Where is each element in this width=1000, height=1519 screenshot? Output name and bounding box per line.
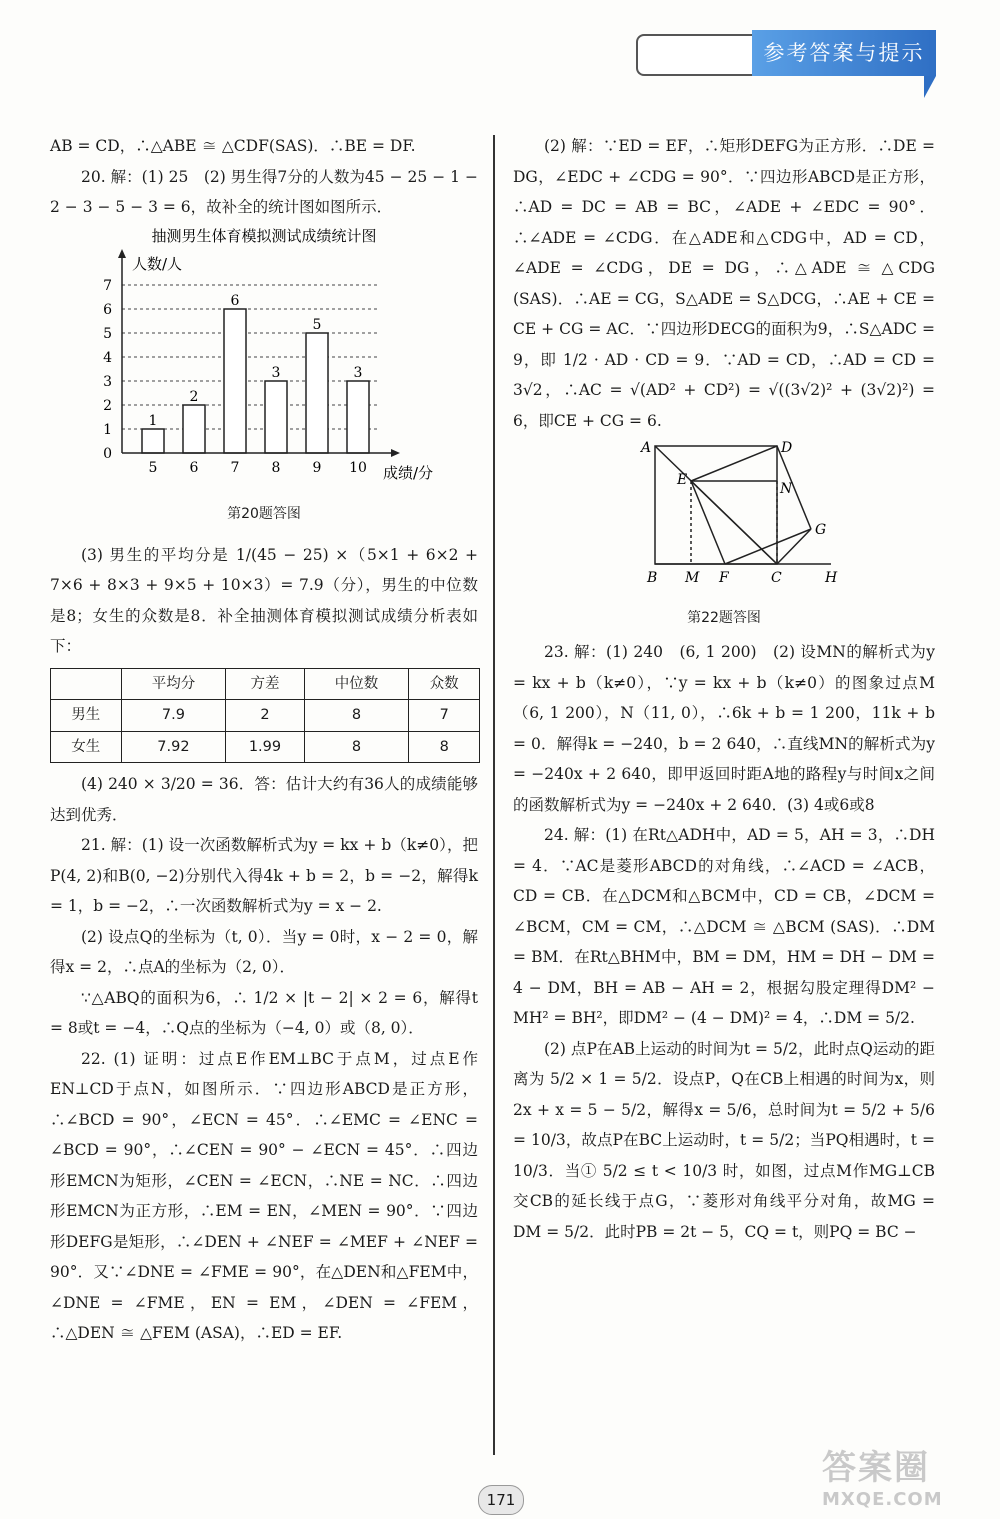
y-tick-label: 7 (103, 277, 112, 294)
x-axis-arrow (391, 449, 400, 457)
y-tick-label: 6 (103, 301, 112, 318)
chart-title: 抽测男生体育模拟测试成绩统计图 (151, 226, 377, 245)
label-c: C (771, 570, 782, 586)
y-tick-label: 4 (103, 349, 112, 366)
left-column (50, 131, 478, 1349)
y-tick-label: 0 (103, 445, 112, 462)
q20-part-a: 20. 解：(1) 25 (2) 男生得7分的人数为45 − 25 − 1 − 2 − 3 − 5 − 3 = 6，故补全的统计图如图所示． (50, 167, 478, 216)
q23: 23. 解：(1) 240 (6, 1 200) (2) 设MN的解析式为y = kx + b（k≠0），∵y = kx + b（k≠0）的图象过点M（6, 1 200），N（11, 0），∴6k + b = 1 200，11k + b = 0．解得k = −240，b = 2 640，∴直线MN的解析式为y = −240x + 2 640，即甲返回时距A地的路程y与时间x之间的函数解析式为y = −240x + 2 640．(3) 4或6或8 (513, 643, 935, 814)
x-tick-label: 6 (189, 459, 199, 476)
column-divider (493, 135, 495, 1455)
bar-data-label: 6 (230, 292, 240, 309)
x-tick-label: 9 (312, 459, 322, 476)
table-header-cell: 中位数 (304, 668, 409, 700)
label-f: F (719, 570, 729, 586)
bar-chart (50, 225, 478, 487)
table-cell: 女生 (51, 731, 122, 763)
page-number: 171 (478, 1485, 524, 1515)
geometry-figure (513, 440, 935, 590)
left-line-1: AB = CD，∴△ABE ≅ △CDF(SAS)．∴BE = DF. (50, 137, 416, 155)
bar-data-label: 5 (312, 316, 322, 333)
table-cell: 7 (409, 700, 480, 732)
bar (183, 405, 205, 453)
q21-part-b: (2) 设点Q的坐标为（t, 0）．当y = 0时，x − 2 = 0，解得x = 2，∴点A的坐标为（2, 0）． (50, 927, 478, 976)
table-cell: 8 (409, 731, 480, 763)
label-d: D (781, 440, 793, 456)
table-row (51, 700, 480, 732)
bar (142, 429, 164, 453)
table-cell: 8 (304, 731, 409, 763)
chart-xlabel: 成绩/分 (383, 463, 434, 482)
bar (306, 333, 328, 453)
segment-cg (777, 529, 811, 564)
segment-fg (725, 529, 811, 564)
q24-part-b: (2) 点P在AB上运动的时间为t = 5/2，此时点Q运动的距离为 5/2 × 1 = 5/2．设点P，Q在CB上相遇的时间为x，则2x + x = 5 − 5/2，解得x = 5/6，总时间为t = 5/2 + 5/6 = 10/3，故点P在BC上运动时，t = 5/2；当PQ相遇时，t = 10/3．当① 5/2 ≤ t < 10/3 时，如图，过点M作MG⊥CB交CB的延长线于点G，∵菱形对角线平分对角，故MG = DM = 5/2．此时PB = 2t − 5，CQ = t，则PQ = BC − (513, 1039, 935, 1241)
table-row (51, 731, 480, 763)
table-cell: 8 (304, 700, 409, 732)
bar (224, 309, 246, 453)
watermark-line-2: MXQE.COM (822, 1489, 943, 1510)
y-axis-arrow (118, 249, 126, 258)
x-tick-label: 7 (230, 459, 240, 476)
chart-caption: 第20题答图 (227, 506, 301, 522)
label-g: G (815, 522, 827, 538)
bar-data-label: 3 (271, 364, 281, 381)
header-tail (924, 76, 936, 98)
label-b: B (647, 570, 658, 586)
q20-chart (50, 225, 478, 530)
bar (347, 381, 369, 453)
q21-part-a: 21. 解：(1) 设一次函数解析式为y = kx + b（k≠0），把P(4, 2)和B(0, −2)分别代入得4k + b = 2，b = −2，解得k = 1，b = −2，∴一次函数解析式为y = x − 2. (50, 836, 478, 915)
bar (265, 381, 287, 453)
watermark-line-1: 答案圈 (822, 1448, 930, 1488)
segment-ed (691, 446, 777, 481)
table-cell: 1.99 (226, 731, 304, 763)
header-band: 参考答案与提示 (752, 30, 936, 76)
table-cell: 7.9 (121, 700, 226, 732)
q20-part-b: (3) 男生的平均分是 1/(45 − 25) ×（5×1 + 6×2 + 7×6 + 8×3 + 9×5 + 10×3）= 7.9（分），男生的中位数是8；女生的众数是8．补全抽测体育模拟测试成绩分析表如下： (50, 545, 478, 655)
y-tick-label: 1 (103, 421, 112, 438)
chart-ylabel: 人数/人 (132, 254, 183, 273)
y-tick-label: 5 (103, 325, 112, 342)
q20-part-c: (4) 240 × 3/20 = 36．答：估计大约有36人的成绩能够达到优秀． (50, 775, 478, 824)
right-column (513, 131, 935, 1247)
label-n: N (780, 481, 793, 497)
segment-ef (691, 481, 725, 564)
table-header-cell: 平均分 (121, 668, 226, 700)
stats-table (50, 668, 480, 764)
label-e: E (677, 472, 688, 488)
segment-ec (691, 481, 777, 564)
q22-part-b: (2) 解：∵ED = EF，∴矩形DEFG为正方形．∴DE = DG，∠EDC + ∠CDG = 90°．∵四边形ABCD是正方形，∴AD = DC = AB = BC，∠ADE + ∠EDC = 90°．∴∠ADE = ∠CDG．在△ADE和△CDG中，AD = CD，∠ADE = ∠CDG，DE = DG，∴△ADE ≅ △CDG (SAS)．∴AE = CG，S△ADE = S△DCG，∴AE + CE = CE + CG = AC．∵四边形DECG的面积为9，∴S△ADC = 9，即 1/2 · AD · CD = 9．∵AD = CD，∴AD = CD = 3√2，∴AC = √(AD² + CD²) = √((3√2)² + (3√2)²) = 6，即CE + CG = 6. (513, 137, 935, 430)
q22-part-a: 22. (1) 证明：过点E作EM⊥BC于点M，过点E作EN⊥CD于点N，如图所示．∵四边形ABCD是正方形，∴∠BCD = 90°，∠ECN = 45°．∴∠EMC = ∠ENC = ∠BCD = 90°，∴∠CEN = 90° − ∠ECN = 45°．∴四边形EMCN为矩形，∠CEN = ∠ECN，∴NE = NC．∴四边形EMCN为正方形，∴EM = EN，∠MEN = 90°．∵四边形DEFG是矩形，∴∠DEN + ∠NEF = ∠MEF + ∠NEF = 90°．又∵∠DNE = ∠FME = 90°，在△DEN和△FEM中，∠DNE = ∠FME，EN = EM，∠DEN = ∠FEM，∴△DEN ≅ △FEM (ASA)，∴ED = EF. (50, 1049, 478, 1342)
bar-data-label: 1 (148, 412, 158, 429)
table-cell: 男生 (51, 700, 122, 732)
q24-part-a: 24. 解：(1) 在Rt△ADH中，AD = 5，AH = 3，∴DH = 4．∵AC是菱形ABCD的对角线，∴∠ACD = ∠ACB，CD = CB．在△DCM和△BCM中，CD = CB，∠DCM = ∠BCM，CM = CM，∴△DCM ≅ △BCM (SAS)．∴DM = BM．在Rt△BHM中，BM = DM，HM = DH − DM = 4 − DM，BH = AB − AH = 2，根据勾股定理得DM² − MH² = BH²，即DM² − (4 − DM)² = 4，∴DM = 5/2. (513, 826, 935, 1027)
x-tick-label: 5 (148, 459, 158, 476)
label-h: H (825, 570, 838, 586)
table-cell: 7.92 (121, 731, 226, 763)
q21-part-c: ∵△ABQ的面积为6，∴ 1/2 × |t − 2| × 2 = 6，解得t = 8或t = −4，∴Q点的坐标为（−4, 0）或（8, 0）． (50, 988, 478, 1037)
x-tick-label: 10 (349, 459, 367, 476)
x-tick-label: 8 (271, 459, 281, 476)
figure-caption: 第22题答图 (687, 609, 761, 626)
label-m: M (685, 570, 700, 586)
watermark-logo (822, 1440, 992, 1514)
q22-figure (513, 440, 935, 633)
bar-data-label: 3 (353, 364, 363, 381)
table-header-row (51, 668, 480, 700)
y-tick-label: 3 (103, 373, 112, 390)
table-cell: 2 (226, 700, 304, 732)
y-tick-label: 2 (103, 397, 112, 414)
label-a: A (641, 440, 652, 456)
table-header-cell: 众数 (409, 668, 480, 700)
header-box (636, 34, 754, 76)
bar-data-label: 2 (189, 388, 199, 405)
table-header-cell (51, 668, 122, 700)
table-header-cell: 方差 (226, 668, 304, 700)
